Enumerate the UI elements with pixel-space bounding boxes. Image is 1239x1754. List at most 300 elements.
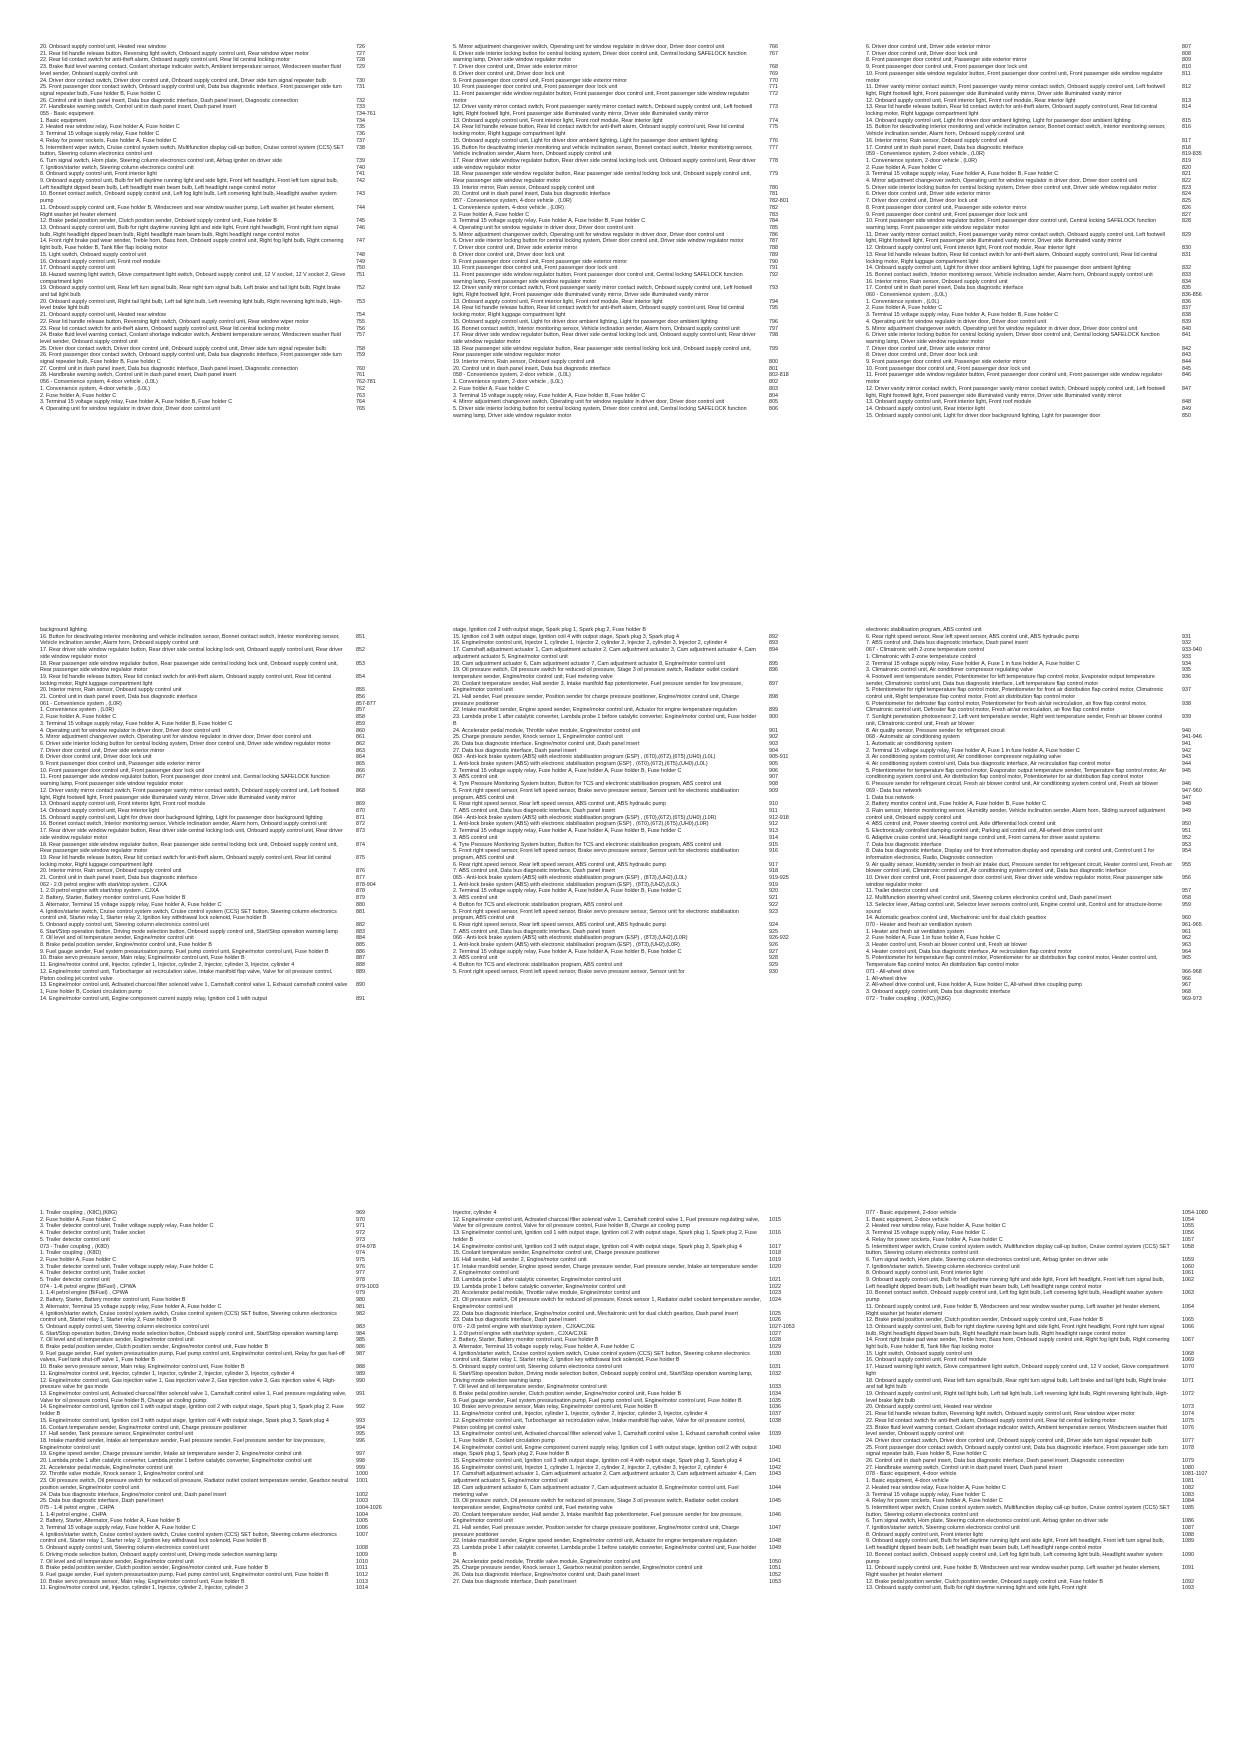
page-number: 945 bbox=[1182, 767, 1191, 774]
entry-text: 3. ABS control unit bbox=[453, 955, 498, 962]
entry-text: 26. Data bus diagnostic interface, Engine/motor control unit, Dash panel insert bbox=[453, 740, 640, 747]
index-entry bbox=[866, 171, 1239, 178]
page-number: 762 bbox=[356, 385, 365, 392]
page-number: 901 bbox=[769, 727, 778, 734]
index-entry bbox=[40, 1465, 444, 1472]
entry-text: 27. Data bus diagnostic interface, Dash panel insert bbox=[453, 747, 577, 754]
index-entry bbox=[453, 245, 857, 252]
entry-text: 16. Coolant temperature sender, Engine/motor control unit, Charge pressure positioner bbox=[40, 1424, 247, 1431]
entry-text: 18. Rear passenger side window regulator button, Rear passenger side central locking lock unit, Onboard supply control unit, Rear passenger side window regulator motor bbox=[453, 171, 751, 185]
index-entry bbox=[40, 158, 444, 165]
entry-text: 14. Onboard supply control unit, Rear interior light bbox=[40, 807, 159, 814]
entry-text: 4. Ignition/starter switch, Cruise control system switch, Cruise control system (CCS) SET button, Steering column electronics control unit, Starter relay 1, Starter relay 2, Ignition key withdrawal lock solenoid, Fuse holder B bbox=[453, 1350, 750, 1364]
entry-text: 3. Terminal 15 voltage supply relay, Fuse holder A, Fuse holder B, Fuse holder C bbox=[40, 399, 233, 406]
page-number: 770 bbox=[769, 77, 778, 84]
entry-text: 2. Heated rear window relay, Fuse holder A, Fuse holder C bbox=[40, 124, 180, 131]
page-number: 752 bbox=[356, 285, 365, 292]
index-entry bbox=[453, 1525, 857, 1538]
entry-text: 14. Engine/motor control unit, Ignition coil 3 with output stage, Ignition coil 4 with output stage, Spark plug 3, Spark plug 4 bbox=[453, 1243, 742, 1250]
entry-text: 5. Onboard supply control unit, Steering column electronics control unit bbox=[40, 1545, 209, 1552]
entry-text: 25. Front passenger door contact switch, Onboard supply control unit, Data bus diagnostic interface, Front passenger side turn signal repeater bulb, Fuse holder B, Fuse holder C bbox=[866, 1444, 1168, 1458]
index-entry bbox=[453, 386, 857, 393]
entry-text: 15. Coolant temperature sender, Engine/motor control unit, Charge pressure positioner bbox=[453, 1250, 660, 1257]
index-entry bbox=[453, 1538, 857, 1545]
index-entry bbox=[866, 272, 1239, 279]
index-entry bbox=[866, 1492, 1239, 1499]
index-entry bbox=[453, 882, 857, 889]
index-entry bbox=[40, 982, 444, 995]
page-number: 934 bbox=[1182, 660, 1191, 667]
entry-text: 1. Climatronic with 2-zone temperature control bbox=[866, 653, 977, 660]
entry-text: 21. Control unit in dash panel insert, Data bus diagnostic interface bbox=[40, 694, 198, 701]
page-number: 726 bbox=[356, 44, 365, 50]
page-number: 766 bbox=[769, 44, 778, 50]
page-number: 853 bbox=[356, 660, 365, 667]
page-number: 1048 bbox=[769, 1538, 781, 1545]
page-number: 998 bbox=[356, 1458, 365, 1465]
page-number: 869 bbox=[356, 801, 365, 808]
page-number: 974-978 bbox=[356, 1243, 376, 1250]
entry-text: 078 - Basic equipment, 4-door vehicle bbox=[866, 1471, 957, 1478]
index-entry bbox=[453, 781, 857, 788]
page-number: 1067 bbox=[1182, 1337, 1194, 1344]
page-number: 1034 bbox=[769, 1390, 781, 1397]
page-number: 994 bbox=[356, 1424, 365, 1431]
index-entry bbox=[866, 942, 1239, 949]
page-number: 894 bbox=[769, 647, 778, 654]
page-number: 940 bbox=[1182, 727, 1191, 734]
entry-text: 069 - Data bus network bbox=[866, 787, 922, 794]
index-entry bbox=[866, 372, 1239, 385]
entry-text: 18. Rear passenger side window regulator button, Rear passenger side central locking lock unit, Onboard supply control unit, Rear passenger side window regulator motor bbox=[40, 841, 338, 855]
page-number: 905-911 bbox=[769, 754, 789, 761]
index-entry bbox=[40, 634, 444, 647]
page-number: 1032 bbox=[769, 1370, 781, 1377]
entry-text: 19. Interior mirror, Rain sensor, Onboard supply control unit bbox=[453, 359, 595, 366]
entry-text: 12. Brake pedal position sender, Clutch position sender, Onboard supply control unit, Fuse holder B bbox=[866, 1578, 1104, 1585]
page-number: 762-781 bbox=[356, 379, 376, 386]
index-entry bbox=[40, 1425, 444, 1432]
entry-text: 15. Onboard supply control unit, Light for driver door ambient lighting, Light for passenger door ambient lighting bbox=[453, 137, 718, 144]
entry-text: 2. Terminal 15 voltage supply relay, Fuse holder A, Fuse 1 in fuse holder A, Fuse holder C bbox=[866, 660, 1080, 667]
page-number: 1017 bbox=[769, 1243, 781, 1250]
index-entry bbox=[866, 406, 1239, 413]
index-entry bbox=[866, 687, 1239, 700]
entry-text: 4. Relay for power sockets, Fuse holder A, Fuse holder C bbox=[866, 1236, 1003, 1243]
page-number: 1023 bbox=[769, 1290, 781, 1297]
index-entry bbox=[453, 1250, 857, 1257]
entry-text: 20. Coolant temperature sender, Hall sender 3, Intake manifold flap potentiometer, Fuel pressure sender for low pressure, Engine/motor control unit bbox=[453, 680, 743, 694]
entry-text: 11. Front passenger side window regulator button, Front passenger door control unit, Central locking SAFELOCK function warning lamp, Front passenger side window regulator motor bbox=[40, 774, 330, 788]
page-number: 1042 bbox=[769, 1464, 781, 1471]
index-entry bbox=[40, 788, 444, 801]
index-entry bbox=[40, 909, 444, 922]
section-heading bbox=[40, 1505, 444, 1512]
page-number: 914 bbox=[769, 834, 778, 841]
page-number: 748 bbox=[356, 251, 365, 258]
index-entry bbox=[40, 1250, 444, 1257]
entry-text: 15. Button for deactivating interior monitoring and vehicle inclination sensor, Bonnet contact switch, Interior monitoring sensor, Vehicle inclination sender, Alarm horn, Onboard supply control unit bbox=[866, 124, 1166, 138]
index-entry bbox=[866, 98, 1239, 105]
index-entry bbox=[40, 855, 444, 868]
page-number: 1071 bbox=[1182, 1377, 1194, 1384]
page-number: 893 bbox=[769, 640, 778, 647]
index-entry bbox=[40, 178, 444, 191]
page-number: 970 bbox=[356, 1216, 365, 1223]
entry-text: 6. Pressure sender for refrigerant circuit, Fresh air blower control unit, Air conditioning system control unit, Fresh air blower bbox=[866, 781, 1159, 788]
page-number: 1005 bbox=[356, 1518, 368, 1525]
entry-text: 7. Oil level and oil temperature sender, Engine/motor control unit bbox=[453, 1384, 607, 1391]
page-number: 936 bbox=[1182, 673, 1191, 680]
index-entry bbox=[453, 768, 857, 775]
page-number: 850 bbox=[1182, 412, 1191, 419]
page-number: 828 bbox=[1182, 218, 1191, 225]
page-number: 904 bbox=[769, 747, 778, 754]
entry-text: 27. Control unit in dash panel insert, Data bus diagnostic interface, Dash panel insert, Diagnostic connection bbox=[40, 365, 299, 372]
entry-text: 26. Data bus diagnostic interface, Engine/motor control unit, Dash panel insert bbox=[453, 1571, 640, 1578]
entry-text: 16. Button for deactivating interior monitoring and vehicle inclination sensor, Bonnet contact switch, Interior monitoring sensor, Vehicle inclination sender, Alarm horn, Onboard supply control unit bbox=[453, 144, 753, 158]
index-entry bbox=[453, 326, 857, 333]
page-number: 1010 bbox=[356, 1558, 368, 1565]
entry-text: 13. Selector lever, Airbag control unit, Selector lever sensors control unit, Engine control unit, Control unit for structure-borne sound bbox=[866, 901, 1163, 915]
index-entry bbox=[453, 104, 857, 117]
page-number: 822 bbox=[1182, 178, 1191, 185]
entry-text: 17. Control unit in dash panel insert, Data bus diagnostic interface bbox=[866, 285, 1024, 292]
entry-text: 9. Front passenger door control unit, Passenger side exterior mirror bbox=[866, 359, 1027, 366]
index-entry bbox=[866, 165, 1239, 172]
entry-text: 4. Button for TCS and electronic stabilisation program, ABS control unit bbox=[453, 901, 623, 908]
index-entry bbox=[866, 413, 1239, 420]
index-entry bbox=[40, 1331, 444, 1338]
entry-text: 26. Front passenger door contact switch, Onboard supply control unit, Data bus diagnostic interface, Front passenger side turn signal repeater bulb, Fuse holder B, Fuse holder C bbox=[40, 352, 342, 366]
entry-text: 8. Driver door control unit, Driver door lock unit bbox=[40, 754, 152, 761]
index-entry bbox=[40, 386, 444, 393]
page-number: 995 bbox=[356, 1431, 365, 1438]
page-number: 1035 bbox=[769, 1397, 781, 1404]
page-number: 820 bbox=[1182, 164, 1191, 171]
entry-text: 14. Front right brake pad wear sender, Treble horn, Bass horn, Onboard supply control unit, Right fog light bulb, Right cornering light bulb, Fuse holder B, Tank filler flap locking motor bbox=[40, 238, 344, 252]
index-column bbox=[40, 1210, 444, 1736]
entry-text: 13. Onboard supply control unit, Front interior light, Front roof module bbox=[40, 801, 206, 808]
page-number: 915 bbox=[769, 841, 778, 848]
page-number: 729 bbox=[356, 64, 365, 71]
entry-text: 13. Engine/motor control unit, Activated charcoal filter solenoid valve 1, Camshaft control valve 1, Exhaust camshaft control valve 1, Fuse holder B, Coolant circulation pump bbox=[453, 1431, 761, 1444]
page-number: 753 bbox=[356, 298, 365, 305]
page-number: 905 bbox=[769, 761, 778, 768]
entry-text: stage, Ignition coil 2 with output stage, Spark plug 1, Spark plug 2, Fuse holder B bbox=[453, 627, 646, 633]
entry-text: 19. Lambda probe 1 before catalytic converter, Engine/motor control unit bbox=[453, 1283, 626, 1290]
entry-text: 13. Engine/motor control unit, Ignition coil 1 with output stage, Ignition coil 2 with output stage, Spark plug 1, Spark plug 2, Fuse holder B bbox=[453, 1230, 757, 1243]
entry-text: 11. Trailer detector control unit bbox=[866, 888, 939, 895]
index-entry bbox=[453, 788, 857, 801]
page-number: 938 bbox=[1182, 700, 1191, 707]
index-entry bbox=[866, 44, 1239, 51]
index-column bbox=[40, 627, 444, 1152]
entry-text: 18. Onboard supply control unit, Rear left turn signal bulb, Rear right turn signal bulb, Left brake and tail light bulb, Right brake and tail light bulb bbox=[866, 1377, 1167, 1391]
page-number: 979-1003 bbox=[356, 1283, 379, 1290]
entry-text: 070 - Heater and fresh air ventilation system bbox=[866, 921, 972, 928]
page-number: 861 bbox=[356, 734, 365, 741]
entry-text: 12. Brake pedal position sender, Clutch position sender, Onboard supply control unit, Fuse holder B bbox=[40, 218, 278, 225]
page-number: 785 bbox=[769, 224, 778, 231]
entry-text: 14. Engine/motor control unit, Engine component current supply relay, Ignition coil 1 with output bbox=[40, 995, 268, 1002]
page-number: 947-960 bbox=[1182, 787, 1202, 794]
entry-text: 8. Front passenger door control unit, Passenger side exterior mirror bbox=[866, 204, 1027, 211]
index-entry bbox=[453, 707, 857, 714]
entry-text: 7. ABS control unit, Data bus diagnostic interface, Dash panel insert bbox=[453, 868, 615, 875]
index-entry bbox=[866, 1244, 1239, 1257]
index-entry bbox=[453, 1351, 857, 1364]
index-entry bbox=[453, 332, 857, 345]
page-number: 749 bbox=[356, 258, 365, 265]
index-entry bbox=[866, 305, 1239, 312]
page-number: 741 bbox=[356, 171, 365, 178]
page-number: 1008 bbox=[356, 1545, 368, 1552]
index-entry bbox=[453, 640, 857, 647]
entry-text: 3. Terminal 15 voltage supply relay, Fuse holder A, Fuse holder B, Fuse holder C bbox=[866, 171, 1059, 178]
entry-text: 075 - 1.4l petrol engine , CHPA bbox=[40, 1504, 115, 1511]
entry-text: 7. Driver door control unit, Driver side exterior mirror bbox=[866, 345, 991, 352]
page-number: 797 bbox=[769, 325, 778, 332]
page-number: 876 bbox=[356, 868, 365, 875]
entry-text: 3. Heater control unit, Fresh air blower control unit, Fresh air blower bbox=[866, 942, 1028, 949]
index-entry bbox=[453, 681, 857, 694]
entry-text: 11. Onboard supply control unit, Fuse holder B, Windscreen and rear window washer pump, Left washer jet heater element, Right washer jet heater element bbox=[866, 1565, 1161, 1578]
entry-text: 20. Coolant temperature sender, Hall sender 3, Intake manifold flap potentiometer, Fuel pressure sender for low pressure, Engine/motor control unit bbox=[453, 1511, 743, 1525]
page-number: 759 bbox=[356, 352, 365, 359]
index-entry bbox=[40, 942, 444, 949]
page-number: 890 bbox=[356, 982, 365, 989]
index-entry bbox=[40, 821, 444, 828]
page-number: 830 bbox=[1182, 245, 1191, 252]
entry-text: 10. Brake servo pressure sensor, Main relay, Engine/motor control unit, Fuse holder B bbox=[40, 1578, 245, 1585]
entry-text: 071 - All-wheel drive bbox=[866, 968, 915, 975]
page-number: 1009 bbox=[356, 1551, 368, 1558]
index-entry bbox=[453, 1290, 857, 1297]
index-entry bbox=[453, 1498, 857, 1511]
index-entry bbox=[453, 842, 857, 849]
page-number: 941-946 bbox=[1182, 734, 1202, 741]
index-column bbox=[453, 1210, 857, 1736]
index-entry bbox=[40, 165, 444, 172]
page-number: 804 bbox=[769, 392, 778, 399]
section-heading bbox=[40, 1244, 444, 1251]
index-entry bbox=[453, 138, 857, 145]
index-entry bbox=[40, 1458, 444, 1465]
page-number: 806 bbox=[769, 405, 778, 412]
page-number: 1065 bbox=[1182, 1317, 1194, 1324]
section-heading bbox=[40, 701, 444, 708]
page-number: 886 bbox=[356, 948, 365, 955]
page-number: 835 bbox=[1182, 285, 1191, 292]
page-number: 870 bbox=[356, 807, 365, 814]
entry-text: 24. Brake fluid level warning contact, Coolant shortage indicator switch, Ambient temperature sensor, Windscreen washer fluid level sender, Onboard supply control unit bbox=[40, 332, 341, 345]
entry-text: 22. Rear lid contact switch for anti-theft alarm, Onboard supply control unit, Rear lid central locking motor bbox=[40, 57, 290, 64]
index-entry bbox=[40, 687, 444, 694]
index-entry bbox=[40, 1223, 444, 1230]
page-number: 883 bbox=[356, 928, 365, 935]
entry-text: 7. Data bus diagnostic interface bbox=[866, 841, 942, 848]
entry-text: 060 - Convenience system , (L0L) bbox=[866, 292, 947, 299]
entry-text: 2. Fuse holder A, Fuse holder C bbox=[453, 385, 530, 392]
page-number: 1011 bbox=[356, 1565, 368, 1572]
page-number: 990 bbox=[356, 1377, 365, 1384]
page-number: 764 bbox=[356, 399, 365, 406]
page-number: 1081 bbox=[1182, 1478, 1194, 1485]
page-number: 862 bbox=[356, 740, 365, 747]
page-number: 1072 bbox=[1182, 1390, 1194, 1397]
page-number: 1066 bbox=[1182, 1323, 1194, 1330]
index-entry bbox=[40, 1525, 444, 1532]
page-number: 844 bbox=[1182, 359, 1191, 366]
index-entry bbox=[453, 929, 857, 936]
page-number: 1044 bbox=[769, 1484, 781, 1491]
page-number: 1054 bbox=[1182, 1216, 1194, 1223]
page-number: 803 bbox=[769, 385, 778, 392]
page-number: 973 bbox=[356, 1236, 365, 1243]
index-entry bbox=[453, 1277, 857, 1284]
index-entry bbox=[866, 955, 1239, 968]
page-number: 826 bbox=[1182, 204, 1191, 211]
entry-text: 19. Oil pressure switch, Oil pressure switch for reduced oil pressure, Stage 3 oil pressure switch, Radiator outlet coolant temperature sender, Engine/motor control unit, Fuel metering valve bbox=[453, 667, 739, 680]
index-entry bbox=[40, 1418, 444, 1425]
page-number: 778 bbox=[769, 157, 778, 164]
page-number: 731 bbox=[356, 84, 365, 91]
entry-text: 9. Onboard supply control unit, Bulb for left daytime running light and side light, Front left headlight, Front left turn signal bulb, Left headlight dipped beam bulb, Left headlight main beam bulb, Left headlight range control motor bbox=[40, 178, 339, 191]
entry-text: 21. Accelerator pedal module, Engine/motor control unit bbox=[40, 1464, 173, 1471]
index-entry bbox=[866, 661, 1239, 668]
page-number: 772 bbox=[769, 90, 778, 97]
entry-text: background lighting bbox=[40, 627, 87, 633]
page-number: 805 bbox=[769, 399, 778, 406]
index-entry bbox=[866, 332, 1239, 345]
index-entry bbox=[453, 902, 857, 909]
entry-text: 15. Engine/motor control unit, Ignition coil 3 with output stage, Ignition coil 4 with output stage, Spark plug 3, Spark plug 4 bbox=[453, 1458, 742, 1465]
index-entry bbox=[866, 848, 1239, 861]
page-number: 881 bbox=[356, 908, 365, 915]
page-number: 782 bbox=[769, 204, 778, 211]
index-entry bbox=[40, 895, 444, 902]
entry-text: 5. Mirror adjustment changeover switch, Operating unit for window regulator in driver door, Driver door control unit bbox=[866, 325, 1138, 332]
entry-text: 1. Data bus network bbox=[866, 794, 914, 801]
entry-text: 16. Interior mirror, Rain sensor, Onboard supply control unit bbox=[866, 278, 1008, 285]
entry-text: 7. Driver door control unit, Driver side exterior mirror bbox=[40, 747, 165, 754]
entry-text: 1. Automatic air conditioning system bbox=[866, 740, 952, 747]
index-entry bbox=[40, 734, 444, 741]
entry-text: 24. Driver door contact switch, Driver door control unit, Onboard supply control unit, Driver side turn signal repeater bulb bbox=[40, 77, 326, 84]
entry-text: 5. Mirror adjustment changeover switch, Operating unit for window regulator in driver door, Driver door control unit bbox=[453, 231, 725, 238]
entry-text: 16. Interior mirror, Rain sensor, Onboard supply control unit bbox=[866, 137, 1008, 144]
entry-text: 1. Anti-lock brake system (ABS) with electronic stabilisation program (ESP) , (8T3),(UH2),(L0R) bbox=[453, 942, 680, 949]
page-number: 923 bbox=[769, 908, 778, 915]
entry-text: 2. All-wheel drive control unit, Fuse holder A, Fuse holder C, All-wheel drive coupling pump bbox=[866, 982, 1083, 989]
entry-text: 5. Trailer detector control unit bbox=[40, 1277, 110, 1284]
page-number: 743 bbox=[356, 191, 365, 198]
index-entry bbox=[40, 768, 444, 775]
entry-text: 18. Rear passenger side window regulator button, Rear passenger side central locking lock unit, Onboard supply control unit, Rear passenger side window regulator motor bbox=[40, 660, 338, 674]
page-number: 1049 bbox=[769, 1545, 781, 1552]
index-entry bbox=[866, 929, 1239, 936]
page-number: 960 bbox=[1182, 915, 1191, 922]
index-entry bbox=[866, 1438, 1239, 1445]
entry-text: 058 - Convenience system, 2-door vehicle , (L0L) bbox=[453, 372, 571, 379]
entry-text: 13. Onboard supply control unit, Bulb for right daytime running light and side light, Front right bbox=[866, 1585, 1087, 1592]
page-number: 909 bbox=[769, 787, 778, 794]
page-number: 975 bbox=[356, 1256, 365, 1263]
page-number: 807 bbox=[1182, 44, 1191, 50]
entry-text: 14. Rear lid handle release button, Rear lid contact switch for anti-theft alarm, Onboard supply control unit, Rear lid central locking motor, Right luggage compartment light bbox=[453, 305, 745, 319]
index-entry bbox=[40, 312, 444, 319]
page-number: 899 bbox=[769, 707, 778, 714]
entry-text: 23. Lambda probe 1 after catalytic converter, Lambda probe 1 before catalytic converter, Engine/motor control unit, Fuse holder B bbox=[453, 1545, 757, 1558]
index-entry bbox=[866, 1304, 1239, 1317]
index-entry bbox=[866, 399, 1239, 406]
page-number: 921 bbox=[769, 895, 778, 902]
entry-text: 3. Onboard supply control unit, Data bus diagnostic interface bbox=[866, 988, 1011, 995]
page-number: 782-801 bbox=[769, 198, 789, 205]
entry-text: 15. Bonnet contact switch, Interior monitoring sensor, Vehicle inclination sender, Alarm horn, Onboard supply control unit bbox=[866, 271, 1153, 278]
entry-text: 2. Battery monitor control unit, Fuse holder A, Fuse holder B, Fuse holder C bbox=[866, 801, 1047, 808]
entry-text: 6. Rear right speed sensor, Rear left speed sensor, ABS control unit, ABS hydraulic pump bbox=[453, 801, 667, 808]
page-number: 987 bbox=[356, 1350, 365, 1357]
page-number: 956 bbox=[1182, 875, 1191, 882]
page-number: 882 bbox=[356, 921, 365, 928]
index-entry bbox=[40, 741, 444, 748]
entry-text: 11. Engine/motor control unit, Injector, cylinder 1, Injector, cylinder 2, Injector, cylinder 3, Injector, cylinder 4 bbox=[40, 1370, 295, 1377]
index-entry bbox=[40, 252, 444, 259]
index-entry bbox=[453, 118, 857, 125]
index-entry bbox=[40, 1532, 444, 1545]
index-entry bbox=[40, 801, 444, 808]
entry-text: 5. Intermittent wiper switch, Cruise control system switch, Multifunction display call-up button, Cruise control system (CCS) SET button, Steering column electronics control unit bbox=[866, 1243, 1170, 1257]
entry-text: 18. Rear passenger side window regulator button, Rear passenger side central locking lock unit, Onboard supply control unit, Rear passenger side window regulator motor bbox=[453, 345, 751, 359]
index-entry bbox=[866, 888, 1239, 895]
page-number: 922 bbox=[769, 901, 778, 908]
entry-text: 056 - Convenience system, 4-door vehicle , (L0L) bbox=[40, 379, 158, 386]
entry-text: 5. Onboard supply control unit, Steering column electronics control unit bbox=[40, 921, 209, 928]
entry-text: 2. Terminal 15 voltage supply relay, Fuse holder A, Fuse holder A, Fuse holder B, Fuse holder C bbox=[453, 767, 682, 774]
index-entry bbox=[453, 942, 857, 949]
entry-text: 2. Battery, Starter, Battery monitor control unit, Fuse holder B bbox=[40, 895, 186, 902]
entry-text: 16. Engine/motor control unit, Injector 1, cylinder 1, Injector 2, cylinder 2, Injector 2, cylinder 3, Injector 2, cylinder 4 bbox=[453, 640, 727, 647]
page-number: 889 bbox=[356, 968, 365, 975]
index-entry bbox=[40, 171, 444, 178]
page-number: 802 bbox=[769, 379, 778, 386]
page-number: 1038 bbox=[769, 1417, 781, 1424]
page-number: 873 bbox=[356, 828, 365, 835]
index-entry bbox=[40, 205, 444, 218]
entry-text: 062 - 2.0l petrol engine with start/stop system , CJXA bbox=[40, 881, 167, 888]
entry-text: 15. Onboard supply control unit, Light for driver door background lighting, Light for passenger door background lighting bbox=[40, 814, 323, 821]
entry-text: 6. Driver side interior locking button for central locking system, Driver door control unit, Driver side window regulator motor bbox=[40, 740, 331, 747]
entry-text: 5. Electronically controlled damping control unit, Parking aid control unit, All-wheel drive control unit bbox=[866, 828, 1103, 835]
entry-text: 6. Rear right speed sensor, Rear left speed sensor, ABS control unit, ABS hydraulic pump bbox=[866, 633, 1080, 640]
page-number: 836-856 bbox=[1182, 292, 1202, 299]
entry-text: 8. Brake pedal position sender, Clutch position sender, Engine/motor control unit, Fuse holder B bbox=[453, 1390, 682, 1397]
index-entry bbox=[866, 640, 1239, 647]
page-number: 849 bbox=[1182, 405, 1191, 412]
index-entry bbox=[40, 1451, 444, 1458]
entry-text: 12. Driver vanity mirror contact switch, Front passenger vanity mirror contact switch, Onboard supply control unit, Left footwell light, Right footwell light, Front passenger side illuminated vanity mirror, Driver side illuminated vanity mirror bbox=[453, 285, 753, 299]
entry-text: 3. Alternator, Terminal 15 voltage supply relay, Fuse holder A, Fuse holder C bbox=[453, 1344, 635, 1351]
index-entry bbox=[453, 252, 857, 259]
page-number: 1062 bbox=[1182, 1277, 1194, 1284]
page-number: 1027-1053 bbox=[769, 1323, 795, 1330]
index-entry bbox=[866, 674, 1239, 687]
page-number: 903 bbox=[769, 740, 778, 747]
entry-text: 1. 2.0l petrol engine with start/stop system , CJXA/CJXE bbox=[453, 1330, 588, 1337]
entry-text: 1. Convenience system, 2-door vehicle , (L0L) bbox=[453, 379, 563, 386]
